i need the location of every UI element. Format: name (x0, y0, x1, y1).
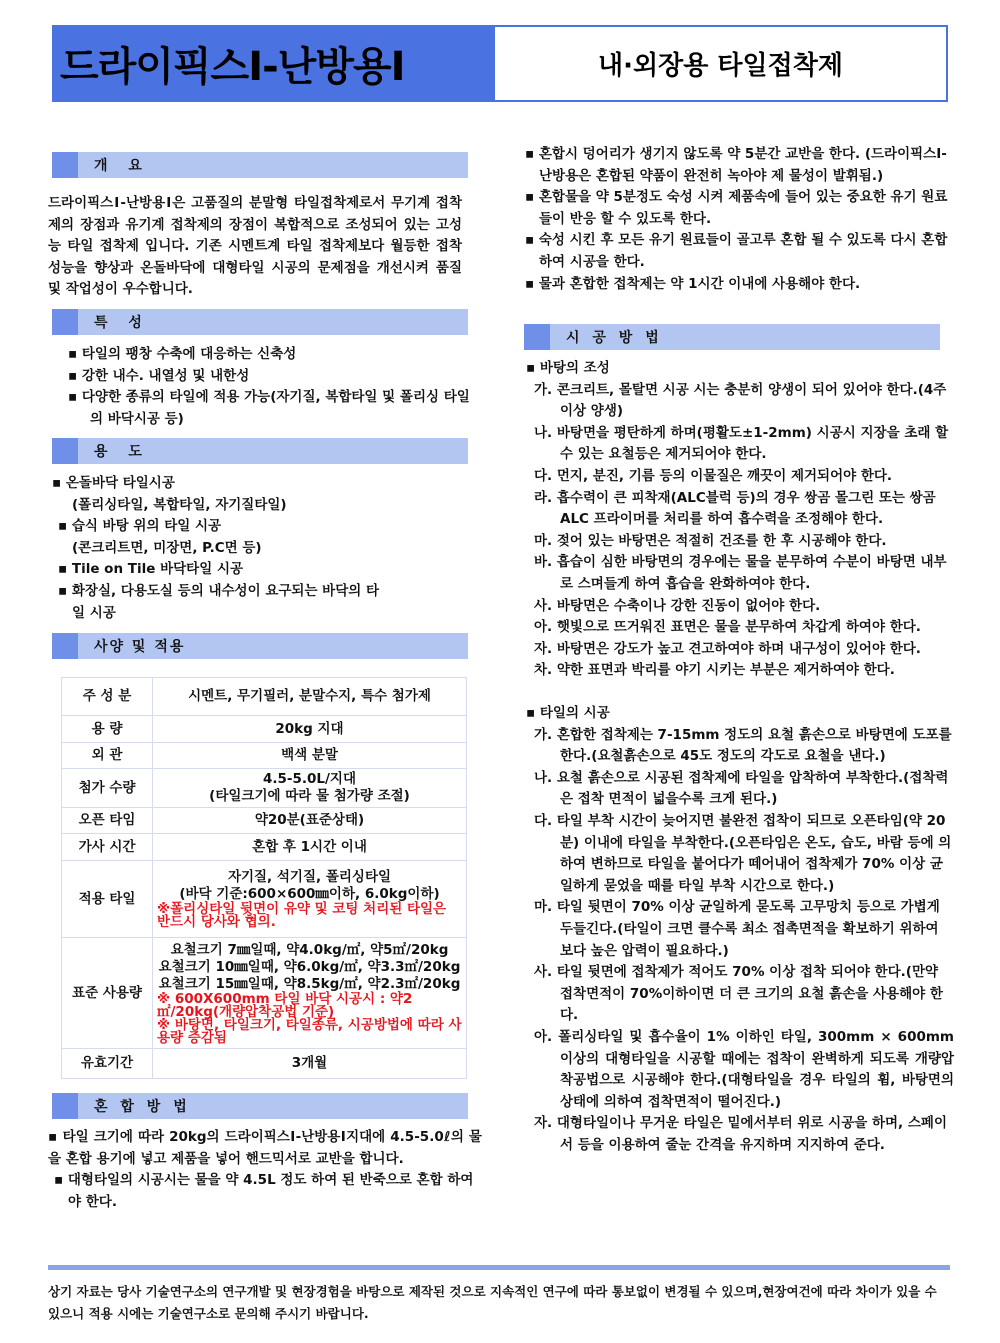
warning-note: ※ 바탕면, 타일크기, 타일종류, 시공방법에 따라 사용량 증감됨 (157, 1016, 462, 1046)
uses-list (52, 473, 472, 624)
table-row (62, 938, 467, 1049)
list-item: 다. 먼지, 분진, 기름 등의 이물질은 깨끗이 제거되어야 한다. (534, 467, 893, 484)
product-subtitle: 내·외장용 타일접착제 (598, 51, 843, 81)
list-item: ▪ 습식 바탕 위의 타일 시공 (58, 518, 222, 535)
list-item: ▪ 화장실, 다용도실 등의 내수성이 요구되는 바닥의 타일 시공 (58, 582, 380, 621)
base-prep-list (526, 358, 954, 682)
table-row (62, 678, 467, 716)
section-title: 혼 합 방 법 (94, 1099, 191, 1115)
spec-label: 용 량 (62, 716, 153, 743)
section-title: 사양 및 적용 (94, 639, 186, 655)
section-header-mixing (52, 1093, 468, 1119)
section-marker (52, 633, 78, 659)
section-title: 용 도 (94, 444, 150, 460)
list-heading: ▪ 바탕의 조성 (526, 360, 610, 376)
warning-note: ※폴리싱타일 뒷면이 유약 및 코팅 처리된 타일은 반드시 당사와 협의. (157, 901, 447, 930)
list-item: 차. 약한 표면과 박리를 야기 시키는 부분은 제거하여야 한다. (534, 662, 895, 679)
spec-label: 첨가 수량 (62, 769, 153, 808)
list-item: 가. 혼합한 접착제는 7-15mm 정도의 요철 흙손으로 바탕면에 도포를 한다.(요철흙손으로 45도 정도의 각도로 요철을 낸다.) (534, 726, 952, 765)
list-item: 바. 흡습이 심한 바탕면의 경우에는 물을 분무하여 수분이 바탕면 내부로 스며들게 하여 흡습을 완화하여야 한다. (534, 554, 947, 592)
table-row (62, 808, 467, 834)
section-header-overview (52, 152, 468, 178)
section-marker (52, 438, 78, 464)
overview-text: 드라이픽스Ⅰ-난방용Ⅰ은 고품질의 분말형 타일접착제로서 무기계 접착제의 장점과 유기계 접착제의 장점이 복합적으로 조성되어 있는 고성능 타일 접착제 입니다. 기존 시멘트계 타일 접착제보다 월등한 접착 성능을 향상과 온돌바닥에 대형타일 시공의 문제점을 개선시켜 품질 및 작업성이 우수합니다. (48, 195, 462, 298)
list-item: 사. 바탕면은 수축이나 강한 진동이 없어야 한다. (534, 597, 821, 614)
table-row (62, 861, 467, 938)
section-marker (52, 152, 78, 178)
table-row (62, 716, 467, 743)
list-item: ▪ 타일의 팽창 수축에 대응하는 신축성 (68, 346, 297, 362)
list-item: ▪ 타일 크기에 따라 20kg의 드라이픽스Ⅰ-난방용Ⅰ지대에 4.5-5.0ℓ의 물을 혼합 용기에 넣고 제품을 넣어 핸드믹서로 교반을 합니다. (48, 1129, 482, 1167)
list-item: ▪ Tile on Tile 바닥타일 시공 (58, 561, 244, 578)
section-header-uses (52, 438, 468, 464)
spec-value: 혼합 후 1시간 이내 (153, 834, 467, 861)
section-title: 시 공 방 법 (566, 330, 663, 346)
spec-value: 백색 분말 (153, 743, 467, 769)
spec-label: 외 관 (62, 743, 153, 769)
mixing-list-left (48, 1127, 482, 1213)
list-item: 나. 바탕면을 평탄하게 하며(평활도±1-2mm) 시공시 지장을 초래 할 수 있는 요철등은 제거되어야 한다. (534, 424, 949, 463)
list-item: 나. 요철 흙손으로 시공된 접착제에 타일을 압착하여 부착한다.(접착력은 접착 면적이 넓을수록 크게 된다.) (534, 769, 949, 808)
list-item-detail: (폴리싱타일, 복합타일, 자기질타일) (72, 496, 287, 513)
table-row (62, 743, 467, 769)
list-item: ▪ 강한 내수. 내열성 및 내한성 (68, 367, 250, 384)
list-item: 다. 타일 부착 시간이 늦어지면 불완전 접착이 되므로 오픈타임(약 20분) 이내에 타일을 부착한다.(오픈타임은 온도, 습도, 바람 등에 의하여 변하므로 타일을 붙어다가 떼어내어 접착제가 70% 이상 균일하게 묻었을 때를 타일 부착 시간으로 한다.) (534, 812, 952, 894)
list-item: 라. 흡수력이 큰 피착재(ALC블럭 등)의 경우 쌍곰 몰그린 또는 쌍곰 ALC 프라이머를 처리를 하여 흡수력을 조정해야 한다. (534, 489, 936, 528)
spec-label: 주 성 분 (62, 678, 153, 716)
section-header-spec (52, 633, 468, 659)
list-item: ▪ 물과 혼합한 접착제는 약 1시간 이내에 사용해야 한다. (525, 275, 861, 292)
warning-note: ※ 600X600mm 타일 바닥 시공시 : 약2㎡/20kg(개량압착공법 기준) (157, 990, 413, 1020)
spec-value: 약20분(표준상태) (153, 808, 467, 834)
spec-label: 오픈 타임 (62, 808, 153, 834)
list-item: ▪ 혼합물을 약 5분정도 숙성 시켜 제품속에 들어 있는 중요한 유기 원료들이 반응 할 수 있도록 한다. (525, 189, 948, 227)
tile-install-list (526, 703, 954, 1156)
section-header-method (524, 324, 940, 350)
list-item: ▪ 다양한 종류의 타일에 적용 가능(자기질, 복합타일 및 폴리싱 타일의 바닥시공 등) (68, 389, 470, 427)
features-list (60, 344, 478, 430)
spec-label: 표준 사용량 (62, 938, 153, 1049)
footer-disclaimer: 상기 자료는 당사 기술연구소의 연구개발 및 현장경험을 바탕으로 제작된 것으로 지속적인 연구에 따라 통보없이 변경될 수 있으며,현장여건에 따라 차이가 있을 수 있으니 적용 시에는 기술연구소로 문의해 주시기 바랍니다. (48, 1284, 937, 1321)
spec-value: 20kg 지대 (153, 716, 467, 743)
list-item: ▪ 혼합시 덩어리가 생기지 않도록 약 5분간 교반을 한다. (드라이픽스Ⅰ-난방용은 혼합된 약품이 완전히 녹아야 제 물성이 발휘됨.) (525, 146, 947, 184)
section-header-features (52, 309, 468, 335)
spec-value: 시멘트, 무기필러, 분말수지, 특수 첨가제 (153, 678, 467, 716)
section-marker (52, 1093, 78, 1119)
footer-divider (48, 1265, 950, 1270)
spec-value: 자기질, 석기질, 폴리싱타일 (바닥 기준:600×600㎜이하, 6.0kg이하) ※폴리싱타일 뒷면이 유약 및 코팅 처리된 타일은 반드시 당사와 협의. (153, 861, 467, 938)
mixing-list-right (525, 144, 951, 295)
list-item: 아. 폴리싱타일 및 흡수율이 1% 이하인 타일, 300mm × 600mm 이상의 대형타일을 시공할 때에는 접착이 완벽하게 되도록 개량압착공법으로 시공해야 한다.(대형타일을 경우 타일의 휨, 바탕면의 상태에 의하여 접착면적이 떨어진다.) (534, 1028, 954, 1110)
section-marker (52, 309, 78, 335)
list-item: 마. 타일 뒷면이 70% 이상 균일하게 묻도록 고무망치 등으로 가볍게 두들긴다.(타일이 크면 클수록 최소 접촉면적을 확보하기 위하여 보다 높은 압력이 필요하다.) (534, 899, 940, 959)
section-title: 개 요 (94, 158, 150, 174)
list-item: 사. 타일 뒷면에 접착제가 적어도 70% 이상 접착 되어야 한다.(만약 접착면적이 70%이하이면 더 큰 크기의 요철 흙손을 사용해야 한다. (534, 964, 943, 1024)
list-item: ▪ 숙성 시킨 후 모든 유기 원료들이 골고루 혼합 될 수 있도록 다시 혼합 하여 시공을 한다. (525, 232, 948, 270)
title-banner (52, 25, 948, 102)
list-item-detail: (콘크리트면, 미장면, P.C면 등) (72, 539, 262, 556)
list-item: 가. 콘크리트, 몰탈면 시공 시는 충분히 양생이 되어 있어야 한다.(4주이상 양생) (534, 381, 947, 420)
spec-value: 3개월 (153, 1049, 467, 1079)
table-row (62, 1049, 467, 1079)
spec-label: 가사 시간 (62, 834, 153, 861)
spec-table (61, 677, 467, 1079)
product-name: 드라이픽스Ⅰ-난방용Ⅰ (54, 27, 495, 100)
spec-value: 요철크기 7㎜일때, 약4.0kg/㎡, 약5㎡/20kg 요철크기 10㎜일때, 약6.0kg/㎡, 약3.3㎡/20kg 요철크기 15㎜일때, 약8.5kg/㎡, 약2.3㎡/20kg ※ 600X600mm 타일 바닥 시공시 : 약2㎡/20kg(개량압착공법 기준) ※ 바탕면, 타일크기, 타일종류, 시공방법에 따라 사용량 증감됨 (153, 938, 467, 1049)
section-title: 특 성 (94, 315, 150, 331)
list-item: 자. 바탕면은 강도가 높고 견고하여야 하며 내구성이 있어야 한다. (534, 640, 921, 657)
spec-label: 적용 타일 (62, 861, 153, 938)
table-row (62, 834, 467, 861)
table-row (62, 769, 467, 808)
spec-label: 유효기간 (62, 1049, 153, 1079)
spec-value: 4.5-5.0L/지대 (타일크기에 따라 물 첨가량 조절) (153, 769, 467, 808)
list-item: ▪ 온돌바닥 타일시공 (52, 475, 175, 491)
list-item: 아. 햇빛으로 뜨거워진 표면은 물을 분무하여 차갑게 하여야 한다. (534, 619, 921, 636)
section-marker (524, 324, 550, 350)
list-item: 자. 대형타일이나 무거운 타일은 밑에서부터 위로 시공을 하며, 스페이서 등을 이용하여 줄눈 간격을 유지하며 지지하여 준다. (534, 1115, 948, 1153)
list-item: ▪ 대형타일의 시공시는 물을 약 4.5L 정도 하여 된 반죽으로 혼합 하여야 한다. (54, 1172, 474, 1210)
list-item: 마. 젖어 있는 바탕면은 적절히 건조를 한 후 시공해야 한다. (534, 532, 887, 549)
list-heading: ▪ 타일의 시공 (526, 705, 610, 721)
